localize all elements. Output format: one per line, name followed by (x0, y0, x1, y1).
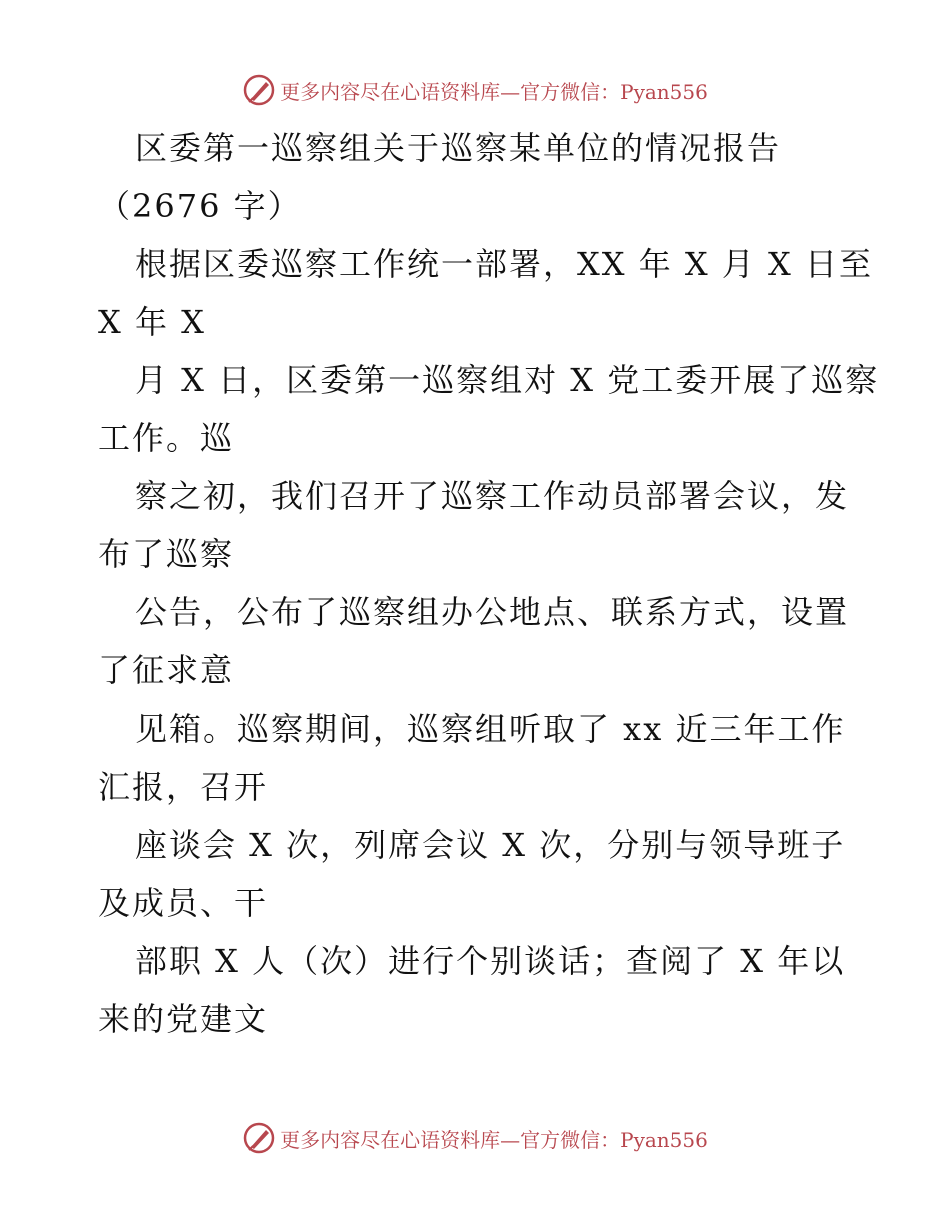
doc-line: 公告，公布了巡察组办公地点、联系方式，设置 (135, 593, 850, 631)
doc-line: 根据区委巡察工作统一部署，XX 年 X 月 X 日至 (135, 245, 873, 283)
doc-line: （2676 字） (98, 187, 302, 225)
doc-line: 月 X 日，区委第一巡察组对 X 党工委开展了巡察 (135, 361, 880, 399)
watermark-text: 更多内容尽在心语资料库—官方微信：Pyan556 (280, 1127, 708, 1152)
doc-line: 来的党建文 (98, 1000, 269, 1038)
doc-line: 布了巡察 (98, 535, 235, 573)
doc-line: 了征求意 (98, 651, 235, 689)
footer-watermark (0, 1118, 950, 1158)
doc-line: 汇报，召开 (98, 768, 269, 806)
doc-title: 区委第一巡察组关于巡察某单位的情况报告 (135, 129, 782, 167)
watermark-text: 更多内容尽在心语资料库—官方微信：Pyan556 (280, 79, 708, 104)
doc-line: 座谈会 X 次，列席会议 X 次，分别与领导班子 (135, 826, 846, 864)
header-watermark (0, 70, 950, 110)
doc-line: 察之初，我们召开了巡察工作动员部署会议，发 (135, 477, 850, 515)
doc-line: 及成员、干 (98, 884, 269, 922)
doc-line: 见箱。巡察期间，巡察组听取了 xx 近三年工作 (135, 710, 846, 748)
feather-pen-logo-icon (242, 73, 276, 107)
doc-line: 工作。巡 (98, 419, 235, 457)
feather-pen-logo-icon (242, 1121, 276, 1155)
doc-line: X 年 X (98, 303, 206, 341)
doc-line: 部职 X 人（次）进行个别谈话；查阅了 X 年以 (135, 942, 846, 980)
